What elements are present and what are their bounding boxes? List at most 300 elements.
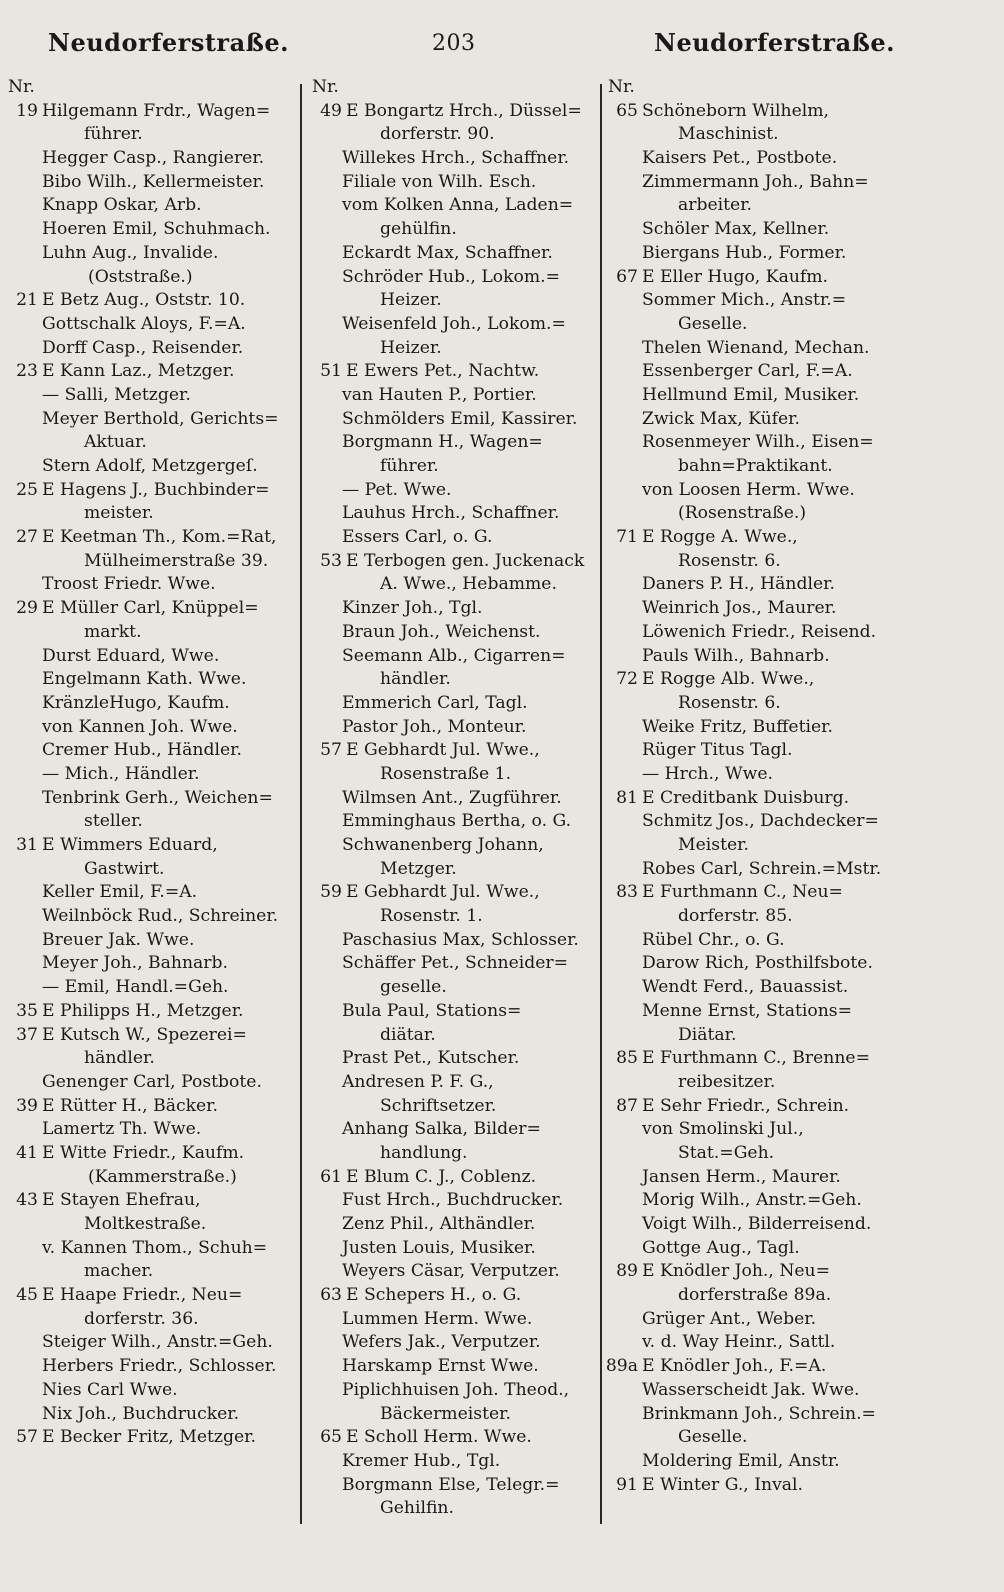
directory-entry xyxy=(4,455,294,479)
entry-text: E Sehr Friedr., Schrein. xyxy=(642,1095,850,1116)
directory-entry xyxy=(604,455,900,479)
entry-text: Pastor Joh., Monteur. xyxy=(342,716,527,737)
house-number: 65 xyxy=(320,1427,342,1448)
house-number: 41 xyxy=(16,1142,38,1163)
entry-text: Weilnböck Rud., Schreiner. xyxy=(42,906,279,927)
entry-text: E Rütter H., Bäcker. xyxy=(42,1095,218,1116)
directory-entry xyxy=(604,384,900,408)
directory-entry xyxy=(4,1284,294,1308)
entry-text: steller. xyxy=(84,811,143,832)
entry-text: Emminghaus Bertha, o. G. xyxy=(342,811,572,832)
entry-text: E Hagens J., Buchbinder= xyxy=(42,479,270,500)
entry-text: gehülfin. xyxy=(380,219,457,240)
running-header-left: Neudorferstraße. xyxy=(48,28,289,57)
house-number: 25 xyxy=(16,479,38,500)
entry-text: Schmölders Emil, Kassirer. xyxy=(342,408,578,429)
entry-text: Geselle. xyxy=(678,313,748,334)
directory-entry xyxy=(604,645,900,669)
directory-entry xyxy=(308,1331,598,1355)
entry-text: Schriftsetzer. xyxy=(380,1095,497,1116)
entry-text: Wendt Ferd., Bauassist. xyxy=(642,977,849,998)
directory-entry xyxy=(604,313,900,337)
directory-entry xyxy=(4,1403,294,1427)
directory-entry xyxy=(604,1000,900,1024)
entry-text: Paschasius Max, Schlosser. xyxy=(342,929,579,950)
entry-text: Rosenstr. 1. xyxy=(380,906,483,927)
directory-entry xyxy=(4,502,294,526)
directory-entry xyxy=(4,573,294,597)
column-divider-2 xyxy=(600,84,602,1524)
entry-text: Willekes Hrch., Schaffner. xyxy=(342,148,570,169)
directory-entry xyxy=(308,455,598,479)
entry-text: E Witte Friedr., Kaufm. xyxy=(42,1142,245,1163)
directory-entry xyxy=(4,147,294,171)
entry-text: Eckardt Max, Schaffner. xyxy=(342,242,553,263)
directory-entry xyxy=(308,431,598,455)
entry-text: Wefers Jak., Verputzer. xyxy=(342,1332,541,1353)
directory-entry xyxy=(4,337,294,361)
directory-entry xyxy=(308,266,598,290)
house-number: 39 xyxy=(16,1095,38,1116)
house-number: 57 xyxy=(320,740,342,761)
entry-text: Schwanenberg Johann, xyxy=(342,835,544,855)
directory-entry xyxy=(604,1260,900,1284)
street-heading-text: (Rosenstraße.) xyxy=(678,503,807,524)
entry-text: Rüger Titus Tagl. xyxy=(642,740,793,761)
directory-entry xyxy=(604,810,900,834)
entry-text: Schöneborn Wilhelm, xyxy=(642,100,830,121)
directory-entry xyxy=(308,1213,598,1237)
directory-entry xyxy=(308,1403,598,1427)
house-number: 72 xyxy=(616,669,638,690)
entry-text: Rosenstr. 6. xyxy=(678,550,781,571)
entry-text: Biergans Hub., Former. xyxy=(642,242,847,263)
entry-text: Schmitz Jos., Dachdecker= xyxy=(642,811,879,832)
entry-text: Meister. xyxy=(678,835,749,855)
street-heading-text: (Kammerstraße.) xyxy=(88,1166,237,1187)
directory-entry xyxy=(4,550,294,574)
directory-entry xyxy=(4,1213,294,1237)
directory-entry xyxy=(4,621,294,645)
entry-text: E Knödler Joh., F.=A. xyxy=(642,1356,827,1377)
entry-text: E Terbogen gen. Juckenack xyxy=(346,550,585,571)
directory-entry xyxy=(604,1355,900,1379)
directory-entry xyxy=(604,668,900,692)
entry-text: Zwick Max, Küfer. xyxy=(642,408,800,429)
house-number: 59 xyxy=(320,882,342,903)
directory-entry xyxy=(308,976,598,1000)
directory-entry xyxy=(308,858,598,882)
directory-entry xyxy=(604,1071,900,1095)
entry-text: E Furthmann C., Brenne= xyxy=(642,1048,871,1069)
directory-entry xyxy=(4,171,294,195)
entry-text: Meyer Berthold, Gerichts= xyxy=(42,408,279,429)
entry-text: v. Kannen Thom., Schuh= xyxy=(42,1237,268,1258)
entry-text: Darow Rich, Posthilfsbote. xyxy=(642,953,873,974)
directory-entry xyxy=(4,242,294,266)
entry-text: Schröder Hub., Lokom.= xyxy=(342,266,561,287)
directory-entry xyxy=(308,763,598,787)
directory-entry xyxy=(308,550,598,574)
entry-text: Cremer Hub., Händler. xyxy=(42,740,242,761)
entry-text: Löwenich Friedr., Reisend. xyxy=(642,621,877,642)
directory-entry xyxy=(4,929,294,953)
directory-entry xyxy=(308,1118,598,1142)
directory-entry xyxy=(604,1403,900,1427)
directory-entry xyxy=(4,289,294,313)
entry-text: E Gebhardt Jul. Wwe., xyxy=(346,882,540,903)
directory-entry xyxy=(308,692,598,716)
entry-text: Steiger Wilh., Anstr.=Geh. xyxy=(42,1332,273,1353)
directory-entry xyxy=(308,1000,598,1024)
entry-text: E Gebhardt Jul. Wwe., xyxy=(346,740,540,761)
directory-entry xyxy=(4,834,294,858)
directory-entry xyxy=(308,1189,598,1213)
entry-text: markt. xyxy=(84,621,142,642)
entry-text: v. d. Way Heinr., Sattl. xyxy=(642,1332,836,1353)
entry-text: E Rogge A. Wwe., xyxy=(642,527,798,548)
entry-text: Breuer Jak. Wwe. xyxy=(42,929,195,950)
entry-text: Wasserscheidt Jak. Wwe. xyxy=(642,1379,860,1400)
house-number: 19 xyxy=(16,100,38,121)
entry-text: Durst Eduard, Wwe. xyxy=(42,645,220,666)
directory-entry xyxy=(308,1450,598,1474)
entry-text: E Haape Friedr., Neu= xyxy=(42,1285,243,1306)
directory-entry xyxy=(308,1355,598,1379)
entry-text: Luhn Aug., Invalide. xyxy=(42,242,219,263)
directory-entry xyxy=(604,834,900,858)
directory-entry xyxy=(4,1095,294,1119)
directory-entry xyxy=(604,360,900,384)
directory-entry xyxy=(308,1024,598,1048)
running-header-right: Neudorferstraße. xyxy=(654,28,895,57)
house-number: 23 xyxy=(16,361,38,382)
directory-entry xyxy=(604,976,900,1000)
directory-entry xyxy=(604,881,900,905)
entry-text: Lummen Herm. Wwe. xyxy=(342,1308,533,1329)
directory-entry xyxy=(308,645,598,669)
entry-text: Braun Joh., Weichenst. xyxy=(342,621,541,642)
entry-text: handlung. xyxy=(380,1142,468,1163)
directory-entry xyxy=(604,242,900,266)
directory-entry xyxy=(308,1308,598,1332)
entry-text: E Stayen Ehefrau, xyxy=(42,1190,201,1211)
entry-text: Maschinist. xyxy=(678,124,779,145)
entry-text: Stern Adolf, Metzgergeſ. xyxy=(42,456,258,476)
entry-text: Nix Joh., Buchdrucker. xyxy=(42,1403,240,1424)
entry-text: Piplichhuisen Joh. Theod., xyxy=(342,1379,570,1400)
directory-entry xyxy=(4,787,294,811)
directory-entry xyxy=(308,123,598,147)
entry-text: Herbers Friedr., Schlosser. xyxy=(42,1356,277,1377)
directory-entry xyxy=(4,810,294,834)
entry-text: E Eller Hugo, Kaufm. xyxy=(642,266,829,287)
directory-entry xyxy=(4,360,294,384)
house-number: 63 xyxy=(320,1285,342,1306)
entry-text: E Winter G., Inval. xyxy=(642,1474,803,1495)
entry-text: Voigt Wilh., Bilderreisend. xyxy=(642,1214,872,1234)
entry-text: Thelen Wienand, Mechan. xyxy=(642,337,870,358)
entry-text: Dorff Casp., Reisender. xyxy=(42,337,244,358)
directory-entry xyxy=(604,739,900,763)
directory-entry xyxy=(604,479,900,503)
directory-entry xyxy=(308,1497,598,1521)
directory-entry xyxy=(308,147,598,171)
directory-entry xyxy=(4,739,294,763)
entry-text: E Keetman Th., Kom.=Rat, xyxy=(42,527,277,548)
directory-entry xyxy=(308,834,598,858)
directory-entry xyxy=(604,573,900,597)
directory-entry xyxy=(4,1142,294,1166)
entry-text: händler. xyxy=(380,669,451,690)
entry-text: Rosenstr. 6. xyxy=(678,692,781,713)
entry-text: Rosenstraße 1. xyxy=(380,763,512,784)
entry-text: Hoeren Emil, Schuhmach. xyxy=(42,219,271,240)
directory-entry xyxy=(604,597,900,621)
entry-text: führer. xyxy=(380,456,439,476)
entry-text: Moldering Emil, Anstr. xyxy=(642,1450,840,1471)
directory-entry xyxy=(604,1426,900,1450)
directory-entry xyxy=(308,218,598,242)
directory-entry xyxy=(4,763,294,787)
house-number: 87 xyxy=(616,1095,638,1116)
directory-entry xyxy=(604,858,900,882)
house-number: 85 xyxy=(616,1048,638,1069)
directory-entry xyxy=(308,787,598,811)
entry-text: diätar. xyxy=(380,1024,436,1045)
entry-text: Weinrich Jos., Maurer. xyxy=(642,598,837,619)
entry-text: Kinzer Joh., Tgl. xyxy=(342,598,483,619)
directory-entry xyxy=(308,668,598,692)
entry-text: Schäffer Pet., Schneider= xyxy=(342,953,569,974)
entry-text: Tenbrink Gerh., Weichen= xyxy=(42,787,273,808)
directory-entry xyxy=(308,100,598,124)
directory-entry xyxy=(4,1379,294,1403)
directory-entry xyxy=(308,1260,598,1284)
house-number: 31 xyxy=(16,835,38,855)
entry-text: E Creditbank Duisburg. xyxy=(642,787,850,808)
entry-text: Borgmann H., Wagen= xyxy=(342,432,543,453)
entry-text: Lauhus Hrch., Schaffner. xyxy=(342,503,560,524)
entry-text: Pauls Wilh., Bahnarb. xyxy=(642,645,830,666)
directory-entry xyxy=(4,1047,294,1071)
entry-text: Geselle. xyxy=(678,1427,748,1448)
page-number: 203 xyxy=(432,31,476,56)
directory-entry xyxy=(604,218,900,242)
directory-entry xyxy=(308,384,598,408)
directory-entry xyxy=(4,645,294,669)
directory-entry xyxy=(308,171,598,195)
directory-entry xyxy=(4,858,294,882)
house-number: 57 xyxy=(16,1427,38,1448)
entry-text: Wilmsen Ant., Zugführer. xyxy=(342,787,562,808)
entry-text: Justen Louis, Musiker. xyxy=(342,1237,536,1258)
directory-entry xyxy=(4,479,294,503)
entry-text: Emmerich Carl, Tagl. xyxy=(342,692,528,713)
street-heading xyxy=(4,266,294,290)
entry-text: Gehilfin. xyxy=(380,1498,454,1519)
entry-text: dorferstr. 85. xyxy=(678,906,793,927)
house-number: 89a xyxy=(605,1356,638,1377)
directory-entry xyxy=(4,384,294,408)
directory-entry xyxy=(308,1237,598,1261)
directory-entry xyxy=(308,573,598,597)
entry-text: A. Wwe., Hebamme. xyxy=(380,574,557,595)
directory-entry xyxy=(308,360,598,384)
entry-text: Stat.=Geh. xyxy=(678,1142,775,1163)
entry-text: Zimmermann Joh., Bahn= xyxy=(642,171,869,192)
directory-entry xyxy=(604,692,900,716)
entry-text: E Philipps H., Metzger. xyxy=(42,1000,244,1021)
house-number: 29 xyxy=(16,598,38,619)
house-number: 21 xyxy=(16,290,38,311)
house-number: 67 xyxy=(616,266,638,287)
directory-entry xyxy=(604,1474,900,1498)
house-number: 71 xyxy=(616,527,638,548)
directory-entry xyxy=(308,337,598,361)
directory-entry xyxy=(308,1047,598,1071)
entry-text: Lamertz Th. Wwe. xyxy=(42,1119,202,1140)
entry-text: Gottschalk Aloys, F.=A. xyxy=(42,313,246,334)
directory-entry xyxy=(604,337,900,361)
entry-text: Aktuar. xyxy=(84,432,147,453)
directory-entry xyxy=(604,905,900,929)
directory-entry xyxy=(604,952,900,976)
entry-text: Engelmann Kath. Wwe. xyxy=(42,669,247,690)
entry-text: Morig Wilh., Anstr.=Geh. xyxy=(642,1190,862,1211)
entry-text: macher. xyxy=(84,1261,154,1282)
directory-entry xyxy=(4,1331,294,1355)
directory-entry xyxy=(308,479,598,503)
entry-text: E Furthmann C., Neu= xyxy=(642,882,843,903)
directory-entry xyxy=(308,952,598,976)
entry-text: führer. xyxy=(84,124,143,145)
entry-text: Bula Paul, Stations= xyxy=(342,1000,522,1021)
entry-text: E Kutsch W., Spezerei= xyxy=(42,1024,247,1045)
entry-text: Gottge Aug., Tagl. xyxy=(642,1237,800,1258)
entry-text: E Knödler Joh., Neu= xyxy=(642,1261,830,1282)
directory-entry xyxy=(4,1000,294,1024)
directory-entry xyxy=(4,313,294,337)
entry-text: — Emil, Handl.=Geh. xyxy=(42,977,229,998)
directory-entry xyxy=(308,242,598,266)
directory-entry xyxy=(604,1237,900,1261)
entry-text: E Bongartz Hrch., Düssel= xyxy=(346,100,582,121)
entry-text: — Salli, Metzger. xyxy=(42,384,191,405)
directory-entry xyxy=(4,1355,294,1379)
directory-entry xyxy=(604,1024,900,1048)
directory-entry xyxy=(308,1166,598,1190)
entry-text: Rosenmeyer Wilh., Eisen= xyxy=(642,432,874,453)
directory-entry xyxy=(4,408,294,432)
directory-entry xyxy=(308,194,598,218)
directory-entry xyxy=(308,1142,598,1166)
house-number: 45 xyxy=(16,1285,38,1306)
directory-entry xyxy=(308,739,598,763)
directory-entry xyxy=(4,526,294,550)
directory-entry xyxy=(308,597,598,621)
directory-entry xyxy=(308,526,598,550)
directory-entry xyxy=(4,100,294,124)
entry-text: — Hrch., Wwe. xyxy=(642,763,773,784)
entry-text: E Wimmers Eduard, xyxy=(42,835,218,855)
directory-entry xyxy=(604,1142,900,1166)
directory-entry xyxy=(604,1189,900,1213)
directory-entry xyxy=(604,123,900,147)
directory-entry xyxy=(4,1426,294,1450)
directory-entry xyxy=(4,905,294,929)
entry-text: E Müller Carl, Knüppel= xyxy=(42,598,259,619)
entry-text: Schöler Max, Kellner. xyxy=(642,219,830,240)
house-number: 83 xyxy=(616,882,638,903)
entry-text: — Pet. Wwe. xyxy=(342,479,452,500)
directory-entry xyxy=(4,597,294,621)
entry-text: Brinkmann Joh., Schrein.= xyxy=(642,1403,876,1424)
entry-text: E Rogge Alb. Wwe., xyxy=(642,669,815,690)
entry-text: vom Kolken Anna, Laden= xyxy=(342,195,574,216)
entry-text: Diätar. xyxy=(678,1024,737,1045)
directory-entry xyxy=(4,218,294,242)
column-1 xyxy=(4,76,294,1450)
entry-text: Keller Emil, F.=A. xyxy=(42,882,198,903)
entry-text: Jansen Herm., Maurer. xyxy=(642,1166,841,1187)
entry-text: Zenz Phil., Althändler. xyxy=(342,1214,536,1234)
directory-entry xyxy=(4,668,294,692)
directory-entry xyxy=(4,1237,294,1261)
directory-entry xyxy=(4,1308,294,1332)
directory-entry xyxy=(308,1426,598,1450)
directory-entry xyxy=(4,976,294,1000)
directory-entry xyxy=(4,431,294,455)
entry-text: Weike Fritz, Buffetier. xyxy=(642,716,833,737)
column-nr-label: Nr. xyxy=(8,77,35,97)
directory-entry xyxy=(308,1474,598,1498)
entry-text: Prast Pet., Kutscher. xyxy=(342,1048,520,1069)
house-number: 89 xyxy=(616,1261,638,1282)
entry-text: Robes Carl, Schrein.=Mstr. xyxy=(642,858,882,879)
directory-entry xyxy=(604,929,900,953)
directory-entry xyxy=(308,929,598,953)
entry-text: Bibo Wilh., Kellermeister. xyxy=(42,171,265,192)
entry-text: Hellmund Emil, Musiker. xyxy=(642,384,860,405)
directory-entry xyxy=(4,194,294,218)
house-number: 81 xyxy=(616,787,638,808)
entry-text: meister. xyxy=(84,503,154,524)
street-heading xyxy=(604,502,900,526)
directory-entry xyxy=(308,881,598,905)
directory-entry xyxy=(4,1071,294,1095)
directory-entry xyxy=(604,763,900,787)
entry-text: dorferstraße 89a. xyxy=(678,1285,832,1306)
directory-entry xyxy=(604,716,900,740)
entry-text: Weyers Cäsar, Verputzer. xyxy=(342,1261,560,1282)
directory-entry xyxy=(604,431,900,455)
directory-entry xyxy=(604,1379,900,1403)
house-number: 27 xyxy=(16,527,38,548)
directory-entry xyxy=(308,502,598,526)
entry-text: Filiale von Wilh. Esch. xyxy=(342,171,537,192)
entry-text: händler. xyxy=(84,1048,155,1069)
house-number: 35 xyxy=(16,1000,38,1021)
entry-text: Seemann Alb., Cigarren= xyxy=(342,645,566,666)
directory-entry xyxy=(604,1284,900,1308)
directory-entry xyxy=(4,1024,294,1048)
entry-text: geselle. xyxy=(380,977,447,998)
entry-text: E Betz Aug., Oststr. 10. xyxy=(42,290,246,311)
entry-text: Genenger Carl, Postbote. xyxy=(42,1071,262,1092)
house-number: 53 xyxy=(320,550,342,571)
entry-text: Sommer Mich., Anstr.= xyxy=(642,290,847,311)
